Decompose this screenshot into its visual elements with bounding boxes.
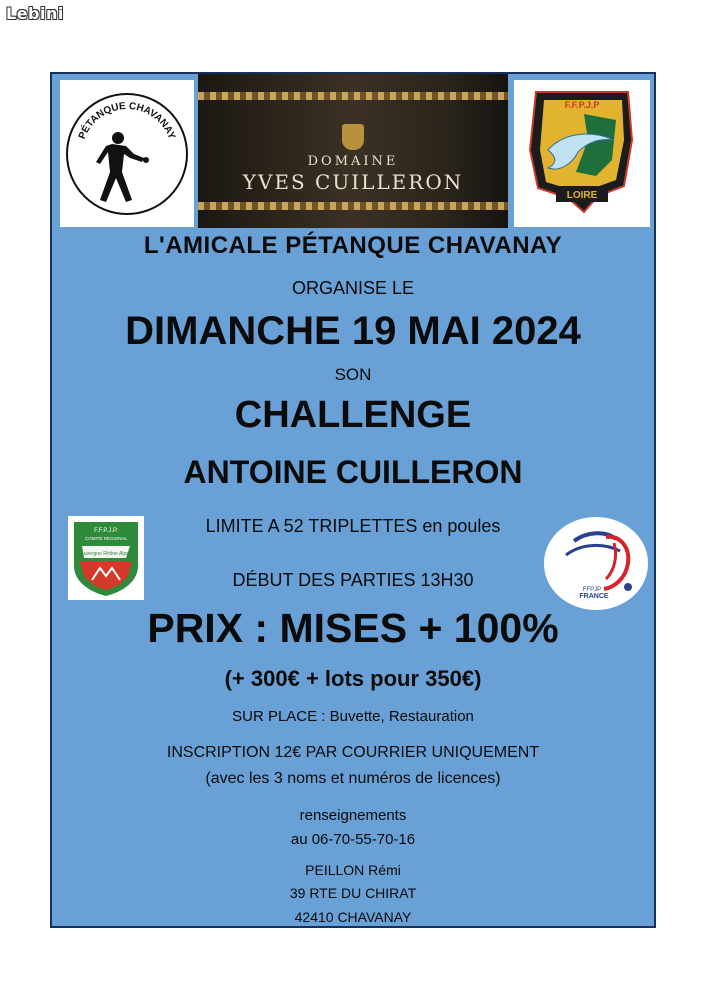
logo-right-top: F.F.P.J.P <box>564 100 600 110</box>
aura-mid-text: COMITÉ RÉGIONAL <box>84 536 128 541</box>
start-time: DÉBUT DES PARTIES 13H30 <box>232 570 474 590</box>
info-label: renseignements <box>299 807 407 824</box>
registration-note: (avec les 3 noms et numéros de licences) <box>205 770 501 787</box>
contact-name: PEILLON Rémi <box>305 862 401 878</box>
on-site-services: SUR PLACE : Buvette, Restauration <box>232 708 474 725</box>
event-date: DIMANCHE 19 MAI 2024 <box>125 309 581 353</box>
team-limit: LIMITE A 52 TRIPLETTES en poules <box>205 516 501 536</box>
organise-label: ORGANISE LE <box>291 278 415 298</box>
aura-top-text: F.F.P.J.P. <box>94 528 118 534</box>
prize-details: (+ 300€ + lots pour 350€) <box>224 666 482 691</box>
aura-region-text: Auvergne Rhône Alpes <box>80 551 132 557</box>
poster <box>50 72 656 928</box>
organizer-title: L'AMICALE PÉTANQUE CHAVANAY <box>143 232 563 259</box>
prize-headline: PRIX : MISES + 100% <box>147 605 559 651</box>
challenge-name: ANTOINE CUILLERON <box>183 454 523 490</box>
domaine-yves-cuilleron-banner <box>198 74 508 228</box>
registration-info: INSCRIPTION 12€ PAR COURRIER UNIQUEMENT <box>166 744 540 761</box>
challenge-title: CHALLENGE <box>234 394 472 436</box>
domaine-line1: DOMAINE <box>307 154 399 169</box>
logo-right-bottom: LOIRE <box>566 190 598 201</box>
contact-street: 39 RTE DU CHIRAT <box>289 885 417 901</box>
watermark: Lebini <box>6 4 64 23</box>
france-bottom-text: FRANCE <box>579 593 609 600</box>
france-top-text: FFPJP <box>582 587 602 593</box>
ffpjp-loire-logo <box>514 80 650 227</box>
domaine-line2: YVES CUILLERON <box>242 170 464 194</box>
son-label: SON <box>334 365 372 384</box>
crest-icon <box>342 124 364 150</box>
phone-number: au 06-70-55-70-16 <box>290 831 416 848</box>
petanque-chavanay-logo <box>60 80 194 227</box>
contact-city: 42410 CHAVANAY <box>294 909 412 925</box>
logo-left-text: PÉTANQUE CHAVANAY <box>76 100 178 141</box>
